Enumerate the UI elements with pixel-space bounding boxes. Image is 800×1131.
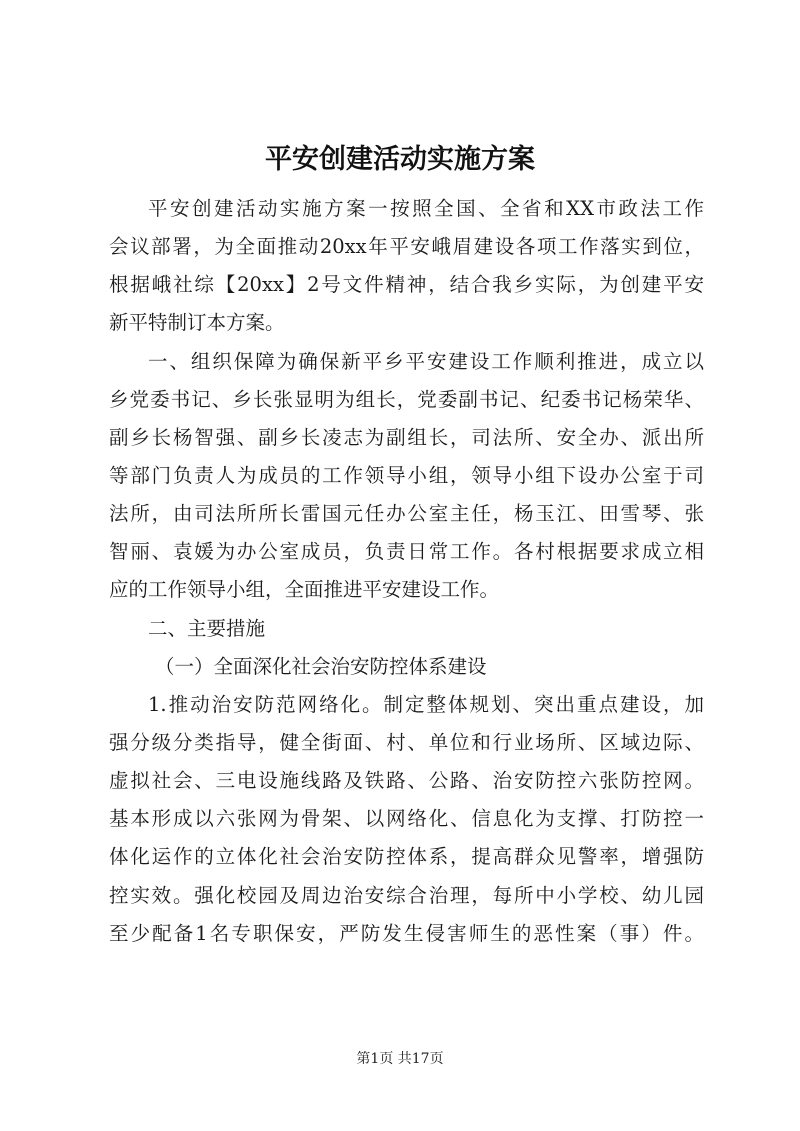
text-line: 1.推动治安防范网络化。制定整体规划、突出重点建设，加 [148,692,704,716]
text-line: 副乡长杨智强、副乡长凌志为副组长，司法所、安全办、派出所 [109,425,704,449]
text-line: 基本形成以六张网为骨架、以网络化、信息化为支撑、打防控一 [109,807,704,831]
text-line: 根据峨社综【20xx】2号文件精神，结合我乡实际，为创建平安 [109,273,704,297]
text-line: 控实效。强化校园及周边治安综合治理，每所中小学校、幼儿园 [109,883,704,907]
document-body [109,190,704,953]
document-title: 平安创建活动实施方案 [265,144,535,175]
text-line: 乡党委书记、乡长张显明为组长，党委副书记、纪委书记杨荣华、 [109,387,704,411]
subsection-heading: （一）全面深化社会治安防控体系建设 [155,654,487,678]
text-line: 平安创建活动实施方案一按照全国、全省和XX市政法工作 [148,197,704,220]
text-line: 新平特制订本方案。 [109,311,285,335]
text-line: 智丽、袁媛为办公室成员，负责日常工作。各村根据要求成立相 [109,540,704,564]
text-line: 法所，由司法所所长雷国元任办公室主任，杨玉江、田雪琴、张 [109,502,704,526]
page-number-footer: 第1页 共17页 [356,1051,444,1067]
text-line: 等部门负责人为成员的工作领导小组，领导小组下设办公室于司 [109,463,704,487]
section-heading: 二、主要措施 [148,616,266,640]
text-line: 一、组织保障为确保新平乡平安建设工作顺利推进，成立以 [148,349,704,373]
text-line: 体化运作的立体化社会治安防控体系，提高群众见警率，增强防 [109,845,704,869]
text-line: 强分级分类指导，健全街面、村、单位和行业场所、区域边际、 [109,730,704,754]
text-line: 应的工作领导小组，全面推进平安建设工作。 [109,578,500,602]
text-line: 会议部署，为全面推动20xx年平安峨眉建设各项工作落实到位， [109,235,704,259]
text-line: 虚拟社会、三电设施线路及铁路、公路、治安防控六张防控网。 [109,769,704,793]
text-line: 至少配备1名专职保安，严防发生侵害师生的恶性案（事）件。 [109,921,704,945]
